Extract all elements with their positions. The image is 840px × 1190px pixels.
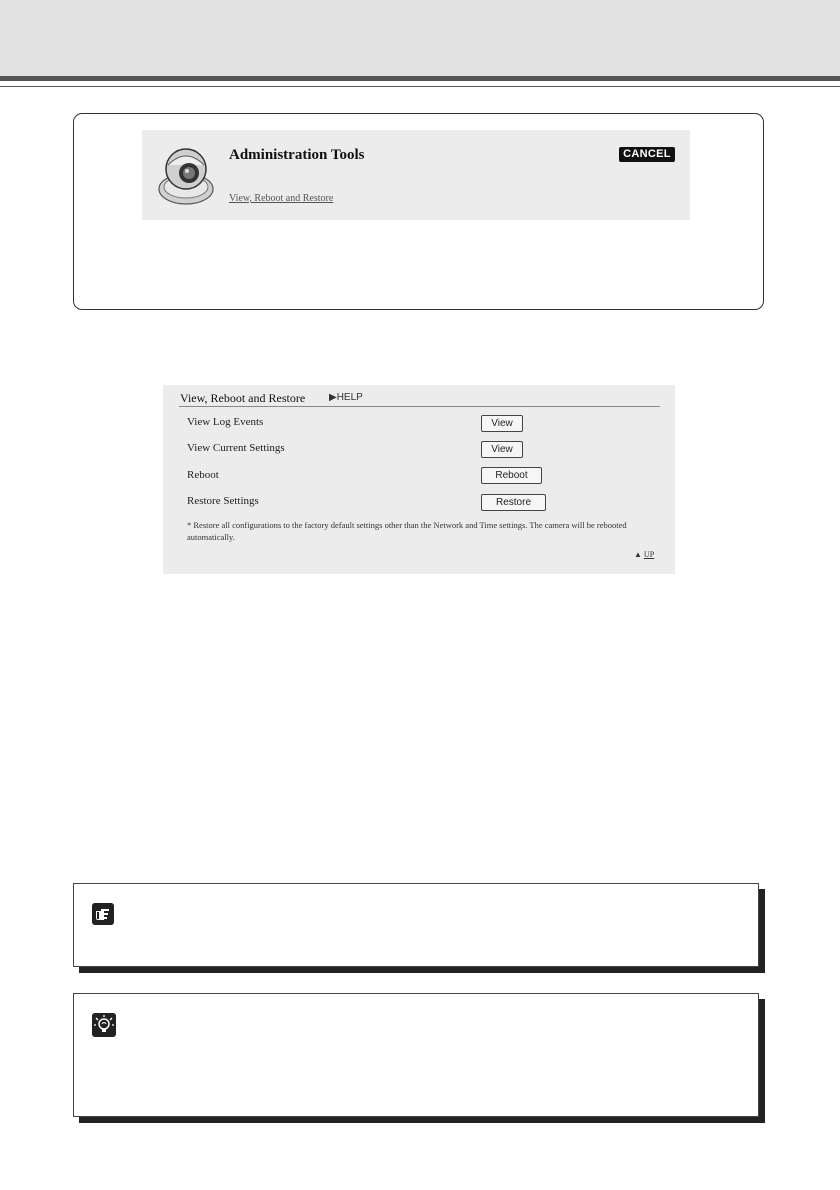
vrr-section-title: View, Reboot and Restore [180,391,306,405]
section-divider [179,406,660,407]
tip-box [73,993,759,1117]
reboot-label: Reboot [187,469,219,481]
header-rule-thin [0,86,840,87]
admin-tools-title: Administration Tools [229,147,365,163]
view-reboot-restore-link[interactable]: View, Reboot and Restore [229,193,334,204]
pointing-hand-icon [92,903,114,925]
view-log-events-button[interactable]: View [481,415,523,432]
page-header-band [0,0,840,76]
restore-settings-label: Restore Settings [187,495,259,507]
reboot-button[interactable]: Reboot [481,467,542,484]
restore-button[interactable]: Restore [481,494,546,511]
up-link[interactable] [634,550,654,559]
view-log-events-label: View Log Events [187,416,264,428]
camera-icon [156,141,216,207]
view-current-settings-label: View Current Settings [187,442,285,454]
help-link[interactable]: ▶HELP [329,392,363,403]
up-arrow-icon: ▲ [634,550,642,559]
note-box [73,883,759,967]
admin-tools-panel [142,130,690,220]
vrr-panel [163,385,675,574]
lightbulb-icon [92,1013,116,1037]
view-current-settings-button[interactable]: View [481,441,523,458]
up-link-label[interactable]: UP [643,550,655,559]
cancel-button[interactable]: CANCEL [619,147,675,162]
header-rule-thick [0,76,840,81]
restore-note: * Restore all configurations to the factory default settings other than the Network and Time settings. The camera will be rebooted automatically. [187,520,627,542]
